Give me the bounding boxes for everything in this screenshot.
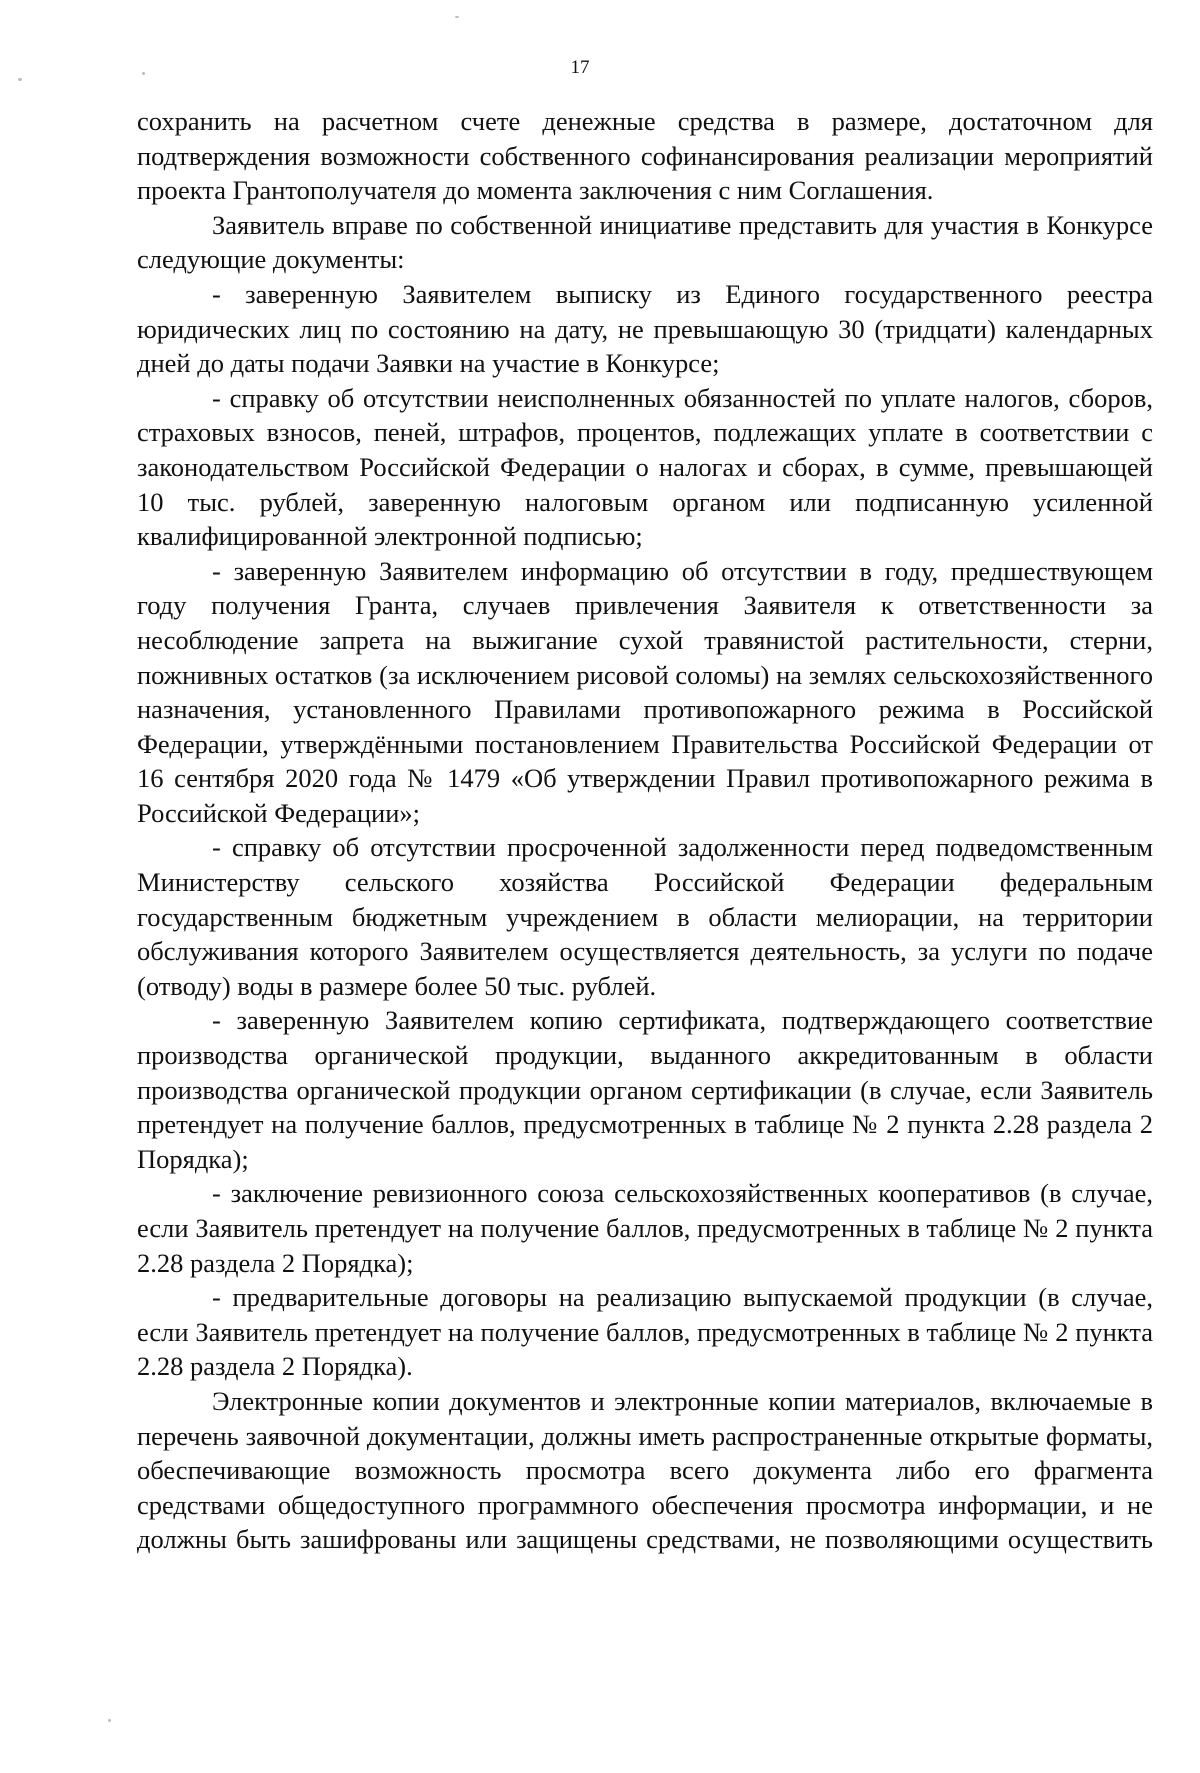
list-item-melioration-debt-certificate: - справку об отсутствии просроченной задолженности перед подведомственным Министерству сельского хозяйства Российской Федерации федеральным государственным бюджетным учреждением в области мелиорации, на территории обслуживания которого Заявителем осуществляется деятельность, за услуги по подаче (отводу) воды в размере более 50 тыс. рублей. [137,832,1153,1001]
scan-speck [108,1719,111,1722]
list-item-fire-safety-information: - заверенную Заявителем информацию об отсутствии в году, предшествующем году получения Гранта, случаев привлечения Заявителя к ответственности за несоблюдение запрета на выжигание сухой травянистой растительности, стерни, пожнивных остатков (за исключением рисовой соломы) на землях сельскохозяйственного назначения, установленного Правилами противопожарного режима в Российской Федерации, утверждёнными постановлением Правительства Российской Федерации от 16 сентября 2020 года № 1479 «Об утверждении Правил противопожарного режима в Российской Федерации»; [137,555,1153,828]
list-item-registry-extract: - заверенную Заявителем выписку из Единого государственного реестра юридических лиц по состоянию на дату, не превышающую 30 (тридцати) календарных дней до даты подачи Заявки на участие в Конкурсе; [137,278,1153,379]
list-item-audit-union-conclusion: - заключение ревизионного союза сельскохозяйственных кооперативов (в случае, если Заявитель претендует на получение баллов, предусмотренных в таблице № 2 пункта 2.28 раздела 2 Порядка); [137,1178,1153,1278]
paragraph-optional-documents-intro: Заявитель вправе по собственной инициативе представить для участия в Конкурсе следующие документы: [137,209,1153,275]
paragraph-continuation: сохранить на расчетном счете денежные средства в размере, достаточном для подтверждения возможности собственного софинансирования реализации мероприятий проекта Грантополучателя до момента заключения с ним Соглашения. [137,106,1153,206]
paragraph-electronic-copies: Электронные копии документов и электронные копии материалов, включаемые в перечень заявочной документации, должны иметь распространенные открытые форматы, обеспечивающие возможность просмотра всего документа либо его фрагмента средствами общедоступного программного обеспечения просмотра информации, и не должны быть зашифрованы или защищены средствами, не позволяющими осуществить [137,1385,1153,1555]
list-item-tax-certificate: - справку об отсутствии неисполненных обязанностей по уплате налогов, сборов, страховых взносов, пеней, штрафов, процентов, подлежащих уплате в соответствии с законодательством Российской Федерации о налогах и сборах, в сумме, превышающей 10 тыс. рублей, заверенную налоговым органом или подписанную усиленной квалифицированной электронной подписью; [137,382,1153,552]
page-number: 17 [570,57,590,78]
document-body [137,104,1153,1557]
scan-speck [455,16,459,18]
list-item-preliminary-contracts: - предварительные договоры на реализацию выпускаемой продукции (в случае, если Заявитель претендует на получение баллов, предусмотренных в таблице № 2 пункта 2.28 раздела 2 Порядка). [137,1282,1153,1382]
list-item-organic-certificate: - заверенную Заявителем копию сертификата, подтверждающего соответствие производства органической продукции, выданного аккредитованным в области производства органической продукции органом сертификации (в случае, если Заявитель претендует на получение баллов, предусмотренных в таблице № 2 пункта 2.28 раздела 2 Порядка); [137,1005,1153,1174]
